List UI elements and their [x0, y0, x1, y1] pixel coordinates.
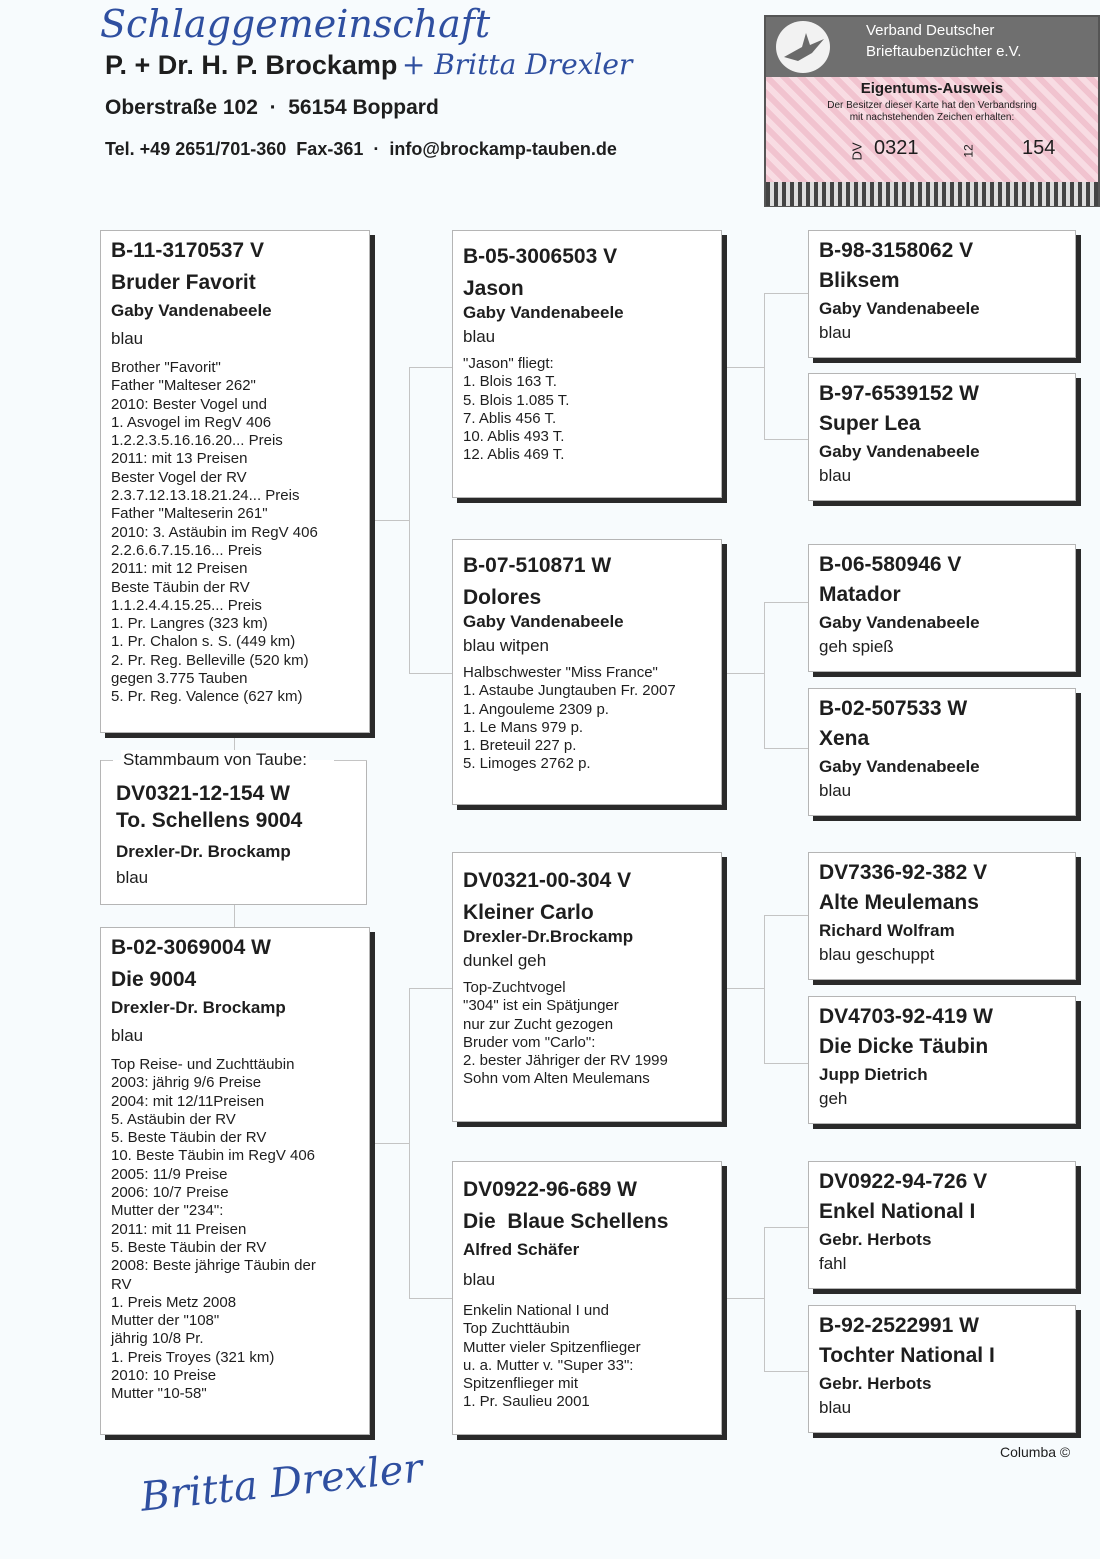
great-grandparent-box: [808, 1161, 1076, 1289]
note-line: 1.1.2.4.4.15.25... Preis: [111, 596, 262, 614]
note-line: Sohn vom Alten Meulemans: [463, 1070, 650, 1088]
ggp-name: Alte Meulemans: [819, 891, 979, 914]
card-desc-2: mit nachstehenden Zeichen erhalten:: [849, 112, 1015, 123]
grandparent-ring: DV0321-00-304 V: [463, 869, 632, 892]
father-box: [100, 230, 370, 733]
note-line: Bester Vogel der RV: [111, 468, 247, 486]
note-line: 2006: 10/7 Preise: [111, 1184, 229, 1202]
owner-address: Oberstraße 102 · 56154 Boppard: [105, 96, 439, 119]
father-name: Bruder Favorit: [111, 271, 256, 294]
note-line: 10. Beste Täubin im RegV 406: [111, 1147, 316, 1165]
connector: [722, 673, 765, 674]
subject-border-left: [101, 760, 113, 761]
grandparent-color: dunkel geh: [463, 951, 547, 970]
father-ring: B-11-3170537 V: [111, 239, 264, 262]
subject-label: Stammbaum von Taube:: [123, 750, 307, 769]
great-grandparent-box: [808, 373, 1076, 501]
note-line: 1. Angouleme 2309 p.: [463, 700, 609, 718]
ggp-name: Bliksem: [819, 269, 900, 292]
connector: [764, 602, 765, 748]
note-line: nur zur Zucht gezogen: [463, 1015, 614, 1033]
note-line: 1. Preis Troyes (321 km): [111, 1348, 275, 1366]
handwritten-addition: + Britta Drexler: [401, 48, 633, 81]
card-number: 154: [1022, 137, 1056, 159]
grandparent-box: [452, 852, 722, 1122]
ggp-color: blau: [819, 323, 852, 342]
note-line: 5. Pr. Reg. Valence (627 km): [111, 688, 303, 706]
subject-ring: DV0321-12-154 W: [116, 782, 290, 805]
ggp-name: Matador: [819, 583, 901, 606]
note-line: 1. Pr. Langres (323 km): [111, 615, 268, 633]
connector: [409, 367, 452, 368]
grandparent-color: blau: [463, 1270, 496, 1289]
grandparent-ring: DV0922-96-689 W: [463, 1178, 637, 1201]
card-desc-1: Der Besitzer dieser Karte hat den Verbandsring: [827, 100, 1037, 111]
note-line: Brother "Favorit": [111, 359, 221, 376]
great-grandparent-box: [808, 688, 1076, 816]
copyright: Columba ©: [1000, 1444, 1071, 1460]
mother-box: [100, 927, 370, 1435]
connector: [764, 1227, 765, 1371]
note-line: 5. Beste Täubin der RV: [111, 1238, 267, 1256]
note-line: 2003: jährig 9/6 Preise: [111, 1074, 262, 1092]
grandparent-name: Kleiner Carlo: [463, 901, 594, 924]
ggp-ring: B-92-2522991 W: [819, 1314, 979, 1337]
note-line: Father "Malteserin 261": [111, 505, 268, 523]
mother-color: blau: [111, 1026, 144, 1045]
note-line: 12. Ablis 469 T.: [463, 446, 565, 464]
connector: [722, 988, 765, 989]
note-line: 1. Asvogel im RegV 406: [111, 413, 272, 431]
ggp-color: geh spieß: [819, 637, 894, 656]
ggp-name: Tochter National I: [819, 1344, 995, 1367]
connector: [370, 520, 410, 521]
card-org-line2: Brieftaubenzüchter e.V.: [866, 43, 1022, 60]
note-line: 2010: Bester Vogel und: [111, 395, 267, 413]
note-line: "304" ist ein Spätjunger: [463, 997, 619, 1015]
note-line: Father "Malteser 262": [111, 377, 256, 395]
grandparent-box: [452, 1161, 722, 1435]
note-line: 1. Breteuil 227 p.: [463, 737, 577, 755]
grandparent-breeder: Alfred Schäfer: [463, 1240, 580, 1259]
owner-title: P. + Dr. H. P. Brockamp: [105, 50, 398, 80]
ggp-breeder: Gebr. Herbots: [819, 1230, 932, 1249]
ggp-name: Xena: [819, 727, 870, 750]
subject-name: To. Schellens 9004: [116, 809, 303, 832]
owner-contact: Tel. +49 2651/701-360 Fax-361 · info@brockamp-tauben.de: [105, 139, 617, 159]
great-grandparent-box: [808, 852, 1076, 980]
note-line: 5. Astäubin der RV: [111, 1110, 236, 1128]
connector: [764, 915, 808, 916]
ggp-color: blau: [819, 1398, 852, 1417]
grandparent-breeder: Gaby Vandenabeele: [463, 303, 624, 322]
note-line: Enkelin National I und: [463, 1302, 609, 1319]
note-line: 1.2.2.3.5.16.16.20... Preis: [111, 432, 283, 450]
connector: [234, 905, 235, 927]
note-line: 2005: 11/9 Preise: [111, 1165, 228, 1183]
connector: [764, 293, 765, 439]
great-grandparent-box: [808, 1305, 1076, 1433]
ggp-breeder: Gaby Vandenabeele: [819, 757, 980, 776]
connector: [722, 1298, 765, 1299]
card-title: Eigentums-Ausweis: [860, 80, 1004, 97]
note-line: 2011: mit 11 Preisen: [111, 1220, 247, 1238]
note-line: 5. Limoges 2762 p.: [463, 755, 591, 773]
note-line: "Jason" fliegt:: [463, 355, 554, 372]
father-color: blau: [111, 329, 144, 348]
grandparent-breeder: Drexler-Dr.Brockamp: [463, 927, 634, 946]
connector: [409, 988, 452, 989]
note-line: 1. Preis Metz 2008: [111, 1293, 237, 1311]
grandparent-name: Die Blaue Schellens: [463, 1210, 669, 1233]
ggp-color: fahl: [819, 1254, 847, 1273]
note-line: 1. Blois 163 T.: [463, 373, 557, 391]
ggp-ring: B-02-507533 W: [819, 697, 968, 720]
ggp-color: blau geschuppt: [819, 945, 935, 964]
note-line: Mutter "10-58": [111, 1385, 207, 1403]
grandparent-notes: [463, 979, 711, 1089]
signature: Britta Drexler: [138, 1445, 425, 1521]
note-line: 2010: 3. Astäubin im RegV 406: [111, 523, 318, 541]
mother-notes: [111, 1056, 359, 1404]
note-line: 5. Beste Täubin der RV: [111, 1129, 267, 1147]
ggp-name: Super Lea: [819, 412, 921, 435]
grandparent-color: blau: [463, 327, 496, 346]
note-line: 1. Le Mans 979 p.: [463, 718, 584, 736]
ggp-breeder: Richard Wolfram: [819, 921, 955, 940]
mother-name: Die 9004: [111, 968, 197, 991]
grandparent-name: Dolores: [463, 586, 542, 609]
ggp-breeder: Gebr. Herbots: [819, 1374, 932, 1393]
grandparent-ring: B-05-3006503 V: [463, 245, 618, 268]
note-line: u. a. Mutter v. "Super 33":: [463, 1356, 634, 1374]
ggp-breeder: Gaby Vandenabeele: [819, 442, 980, 461]
connector: [370, 1143, 410, 1144]
note-line: Halbschwester "Miss France": [463, 664, 658, 681]
connector: [764, 915, 765, 1063]
subject-breeder: Drexler-Dr. Brockamp: [116, 842, 291, 861]
ggp-ring: DV4703-92-419 W: [819, 1005, 993, 1028]
great-grandparent-box: [808, 996, 1076, 1124]
ggp-color: blau: [819, 781, 852, 800]
note-line: 10. Ablis 493 T.: [463, 428, 565, 446]
ggp-breeder: Jupp Dietrich: [819, 1065, 928, 1084]
ggp-ring: B-97-6539152 W: [819, 382, 979, 405]
connector: [409, 673, 452, 674]
grandparent-breeder: Gaby Vandenabeele: [463, 612, 624, 631]
subject-border-right: [334, 760, 367, 761]
card-club: 0321: [874, 137, 919, 159]
note-line: 7. Ablis 456 T.: [463, 409, 557, 427]
mother-breeder: Drexler-Dr. Brockamp: [111, 998, 286, 1017]
note-line: 2010: 10 Preise: [111, 1367, 217, 1385]
connector: [409, 367, 410, 673]
note-line: 2.3.7.12.13.18.21.24... Preis: [111, 487, 300, 505]
ggp-breeder: Gaby Vandenabeele: [819, 299, 980, 318]
ggp-ring: DV7336-92-382 V: [819, 861, 988, 884]
note-line: 1. Astaube Jungtauben Fr. 2007: [463, 682, 676, 700]
grandparent-ring: B-07-510871 W: [463, 554, 612, 577]
card-strip-pattern: [766, 182, 1098, 206]
note-line: Mutter der "108": [111, 1312, 220, 1330]
note-line: Mutter der "234":: [111, 1202, 224, 1220]
note-line: 2011: mit 12 Preisen: [111, 560, 248, 578]
father-notes: [111, 359, 359, 707]
connector: [764, 439, 808, 440]
card-org-line1: Verband Deutscher: [866, 22, 995, 39]
subject-color: blau: [116, 868, 149, 887]
father-breeder: Gaby Vandenabeele: [111, 301, 272, 320]
note-line: 1. Pr. Chalon s. S. (449 km): [111, 633, 296, 651]
ggp-name: Enkel National I: [819, 1200, 976, 1223]
card-year: 12: [961, 144, 976, 158]
ggp-breeder: Gaby Vandenabeele: [819, 613, 980, 632]
note-line: 2.2.6.6.7.15.16... Preis: [111, 541, 262, 559]
ownership-card: [764, 15, 1100, 207]
note-line: jährig 10/8 Pr.: [111, 1330, 204, 1348]
ggp-ring: B-06-580946 V: [819, 553, 962, 576]
note-line: Top-Zuchtvogel: [463, 979, 566, 996]
note-line: 2. bester Jähriger der RV 1999: [463, 1052, 668, 1070]
great-grandparent-box: [808, 230, 1076, 358]
ggp-ring: B-98-3158062 V: [819, 239, 974, 262]
dove-logo-icon: [776, 21, 830, 73]
subject-box: [100, 750, 367, 905]
note-line: 5. Blois 1.085 T.: [463, 391, 570, 409]
ggp-color: blau: [819, 466, 852, 485]
grandparent-name: Jason: [463, 277, 524, 300]
grandparent-color: blau witpen: [463, 636, 550, 655]
owner-name: [105, 48, 632, 81]
grandparent-notes: [463, 1302, 711, 1412]
note-line: 2. Pr. Reg. Belleville (520 km): [111, 651, 309, 669]
note-line: Mutter vieler Spitzenflieger: [463, 1338, 641, 1356]
grandparent-notes: [463, 355, 711, 465]
connector: [409, 1298, 452, 1299]
note-line: Bruder vom "Carlo":: [463, 1033, 596, 1051]
note-line: gegen 3.775 Tauben: [111, 670, 248, 688]
ggp-color: geh: [819, 1089, 848, 1108]
note-line: Top Reise- und Zuchttäubin: [111, 1056, 295, 1073]
note-line: RV: [111, 1275, 132, 1293]
mother-ring: B-02-3069004 W: [111, 936, 271, 959]
connector: [764, 1371, 808, 1372]
card-pattern: [766, 77, 1098, 182]
note-line: 2011: mit 13 Preisen: [111, 450, 248, 468]
note-line: 1. Pr. Saulieu 2001: [463, 1393, 590, 1411]
note-line: 2004: mit 12/11Preisen: [111, 1092, 265, 1110]
note-line: Beste Täubin der RV: [111, 578, 250, 596]
connector: [764, 293, 808, 294]
card-prefix: DV: [849, 142, 865, 161]
connector: [722, 367, 765, 368]
handwritten-title: Schlaggemeinschaft: [100, 2, 491, 46]
connector: [764, 748, 808, 749]
note-line: Top Zuchttäubin: [463, 1320, 570, 1338]
connector: [764, 602, 808, 603]
note-line: 2008: Beste jährige Täubin der: [111, 1257, 316, 1275]
connector: [409, 988, 410, 1298]
grandparent-box: [452, 539, 722, 805]
ggp-name: Die Dicke Täubin: [819, 1035, 989, 1058]
grandparent-box: [452, 230, 722, 498]
connector: [764, 1227, 808, 1228]
connector: [764, 1063, 808, 1064]
grandparent-notes: [463, 664, 711, 774]
note-line: Spitzenflieger mit: [463, 1375, 579, 1393]
great-grandparent-box: [808, 544, 1076, 672]
ggp-ring: DV0922-94-726 V: [819, 1170, 988, 1193]
